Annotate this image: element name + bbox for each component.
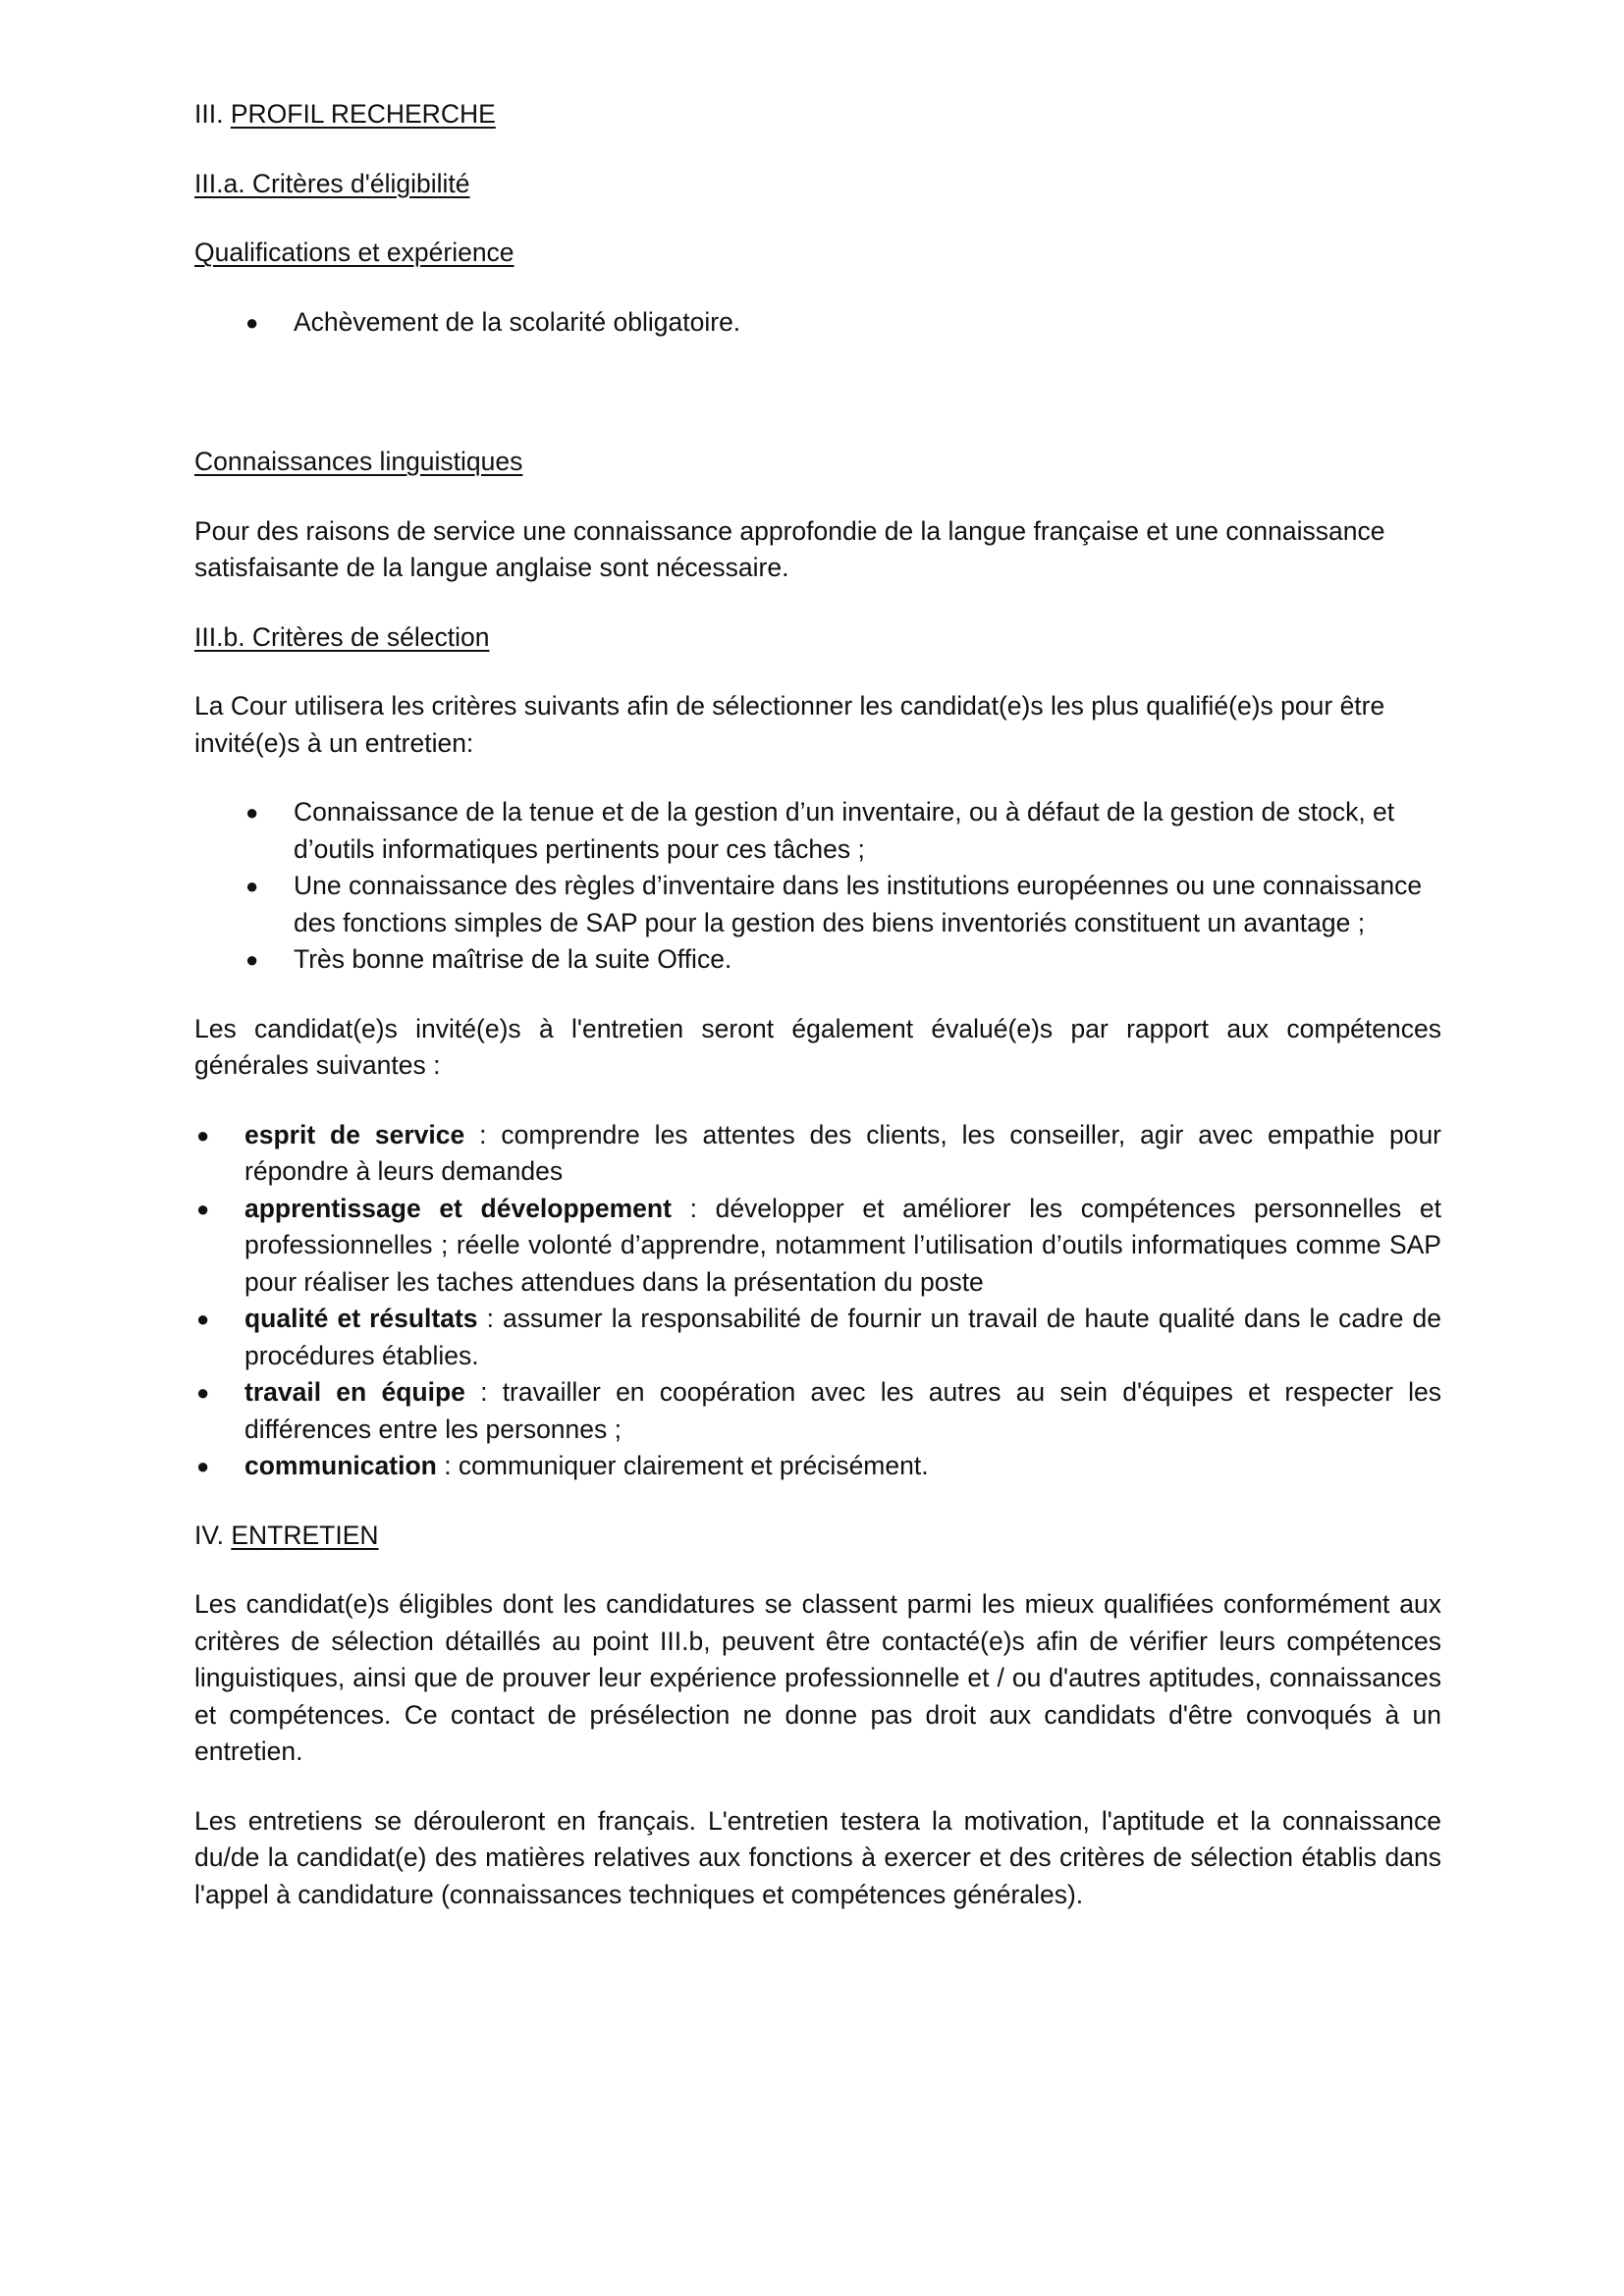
interview-paragraph-1: Les candidat(e)s éligibles dont les candidatures se classent parmi les mieux qualifiées conformément aux critères de sélection détaillés au point III.b, peuvent être contacté(e)s afin de vérifier leurs compétences linguistiques, ainsi que de prouver leur expérience professionnelle et / ou d'autres aptitudes, connaissances et compétences. Ce contact de présélection ne donne pas droit aux candidats d'être convoqués à un entretien. (194, 1589, 1441, 1766)
bullet-icon: ● (196, 1122, 210, 1148)
competence-text: : comprendre les attentes des clients, les conseiller, agir avec empathie pour répondre à leurs demandes (244, 1119, 1442, 1186)
section-3a-heading (194, 166, 1441, 203)
languages-heading (194, 444, 1441, 481)
competence-term: communication (244, 1451, 437, 1480)
competence-text: : communiquer clairement et précisément. (436, 1451, 929, 1480)
bullet-icon: ● (196, 1307, 210, 1331)
list-item (194, 1448, 1441, 1485)
list-item (194, 1301, 1441, 1374)
document-page (194, 96, 1441, 1946)
competence-term: apprentissage et développement (244, 1193, 672, 1223)
qualifications-heading (194, 235, 1441, 272)
list-item (194, 1117, 1441, 1191)
bullet-icon: ● (196, 1196, 210, 1221)
section-3b-heading (194, 619, 1441, 657)
competence-term: qualité et résultats (244, 1304, 478, 1333)
bullet-icon: ● (196, 1380, 210, 1405)
competences-intro: Les candidat(e)s invité(e)s à l'entretien seront également évalué(e)s par rapport aux compétences générales suivantes : (194, 1013, 1441, 1080)
selection-intro: La Cour utilisera les critères suivants afin de sélectionner les candidat(e)s les plus qualifié(e)s pour être invité(e)s à un entretien: (194, 691, 1385, 758)
section-3-heading (194, 96, 1441, 133)
list-item-text: Connaissance de la tenue et de la gestion d’un inventaire, ou à défaut de la gestion de stock, et d’outils informatiques pertinents pour ces tâches ; (294, 797, 1395, 864)
qualifications-list (194, 304, 1441, 342)
list-item (194, 794, 1441, 868)
selection-criteria-list (194, 794, 1441, 979)
spacer (194, 373, 1441, 444)
section-3a-title: III.a. Critères d'éligibilité (194, 168, 470, 198)
bullet-icon: ● (245, 309, 259, 335)
list-item (194, 941, 1441, 979)
list-item (194, 1374, 1441, 1448)
list-item-text: Achèvement de la scolarité obligatoire. (294, 306, 741, 337)
competence-term: travail en équipe (244, 1377, 465, 1407)
section-4-title: ENTRETIEN (231, 1520, 379, 1550)
languages-title: Connaissances linguistiques (194, 447, 523, 476)
languages-paragraph: Pour des raisons de service une connaissance approfondie de la langue française et une connaissance satisfaisante de la langue anglaise sont nécessaire. (194, 515, 1385, 582)
competence-text: : assumer la responsabilité de fournir un travail de haute qualité dans le cadre de procédures établies. (244, 1304, 1442, 1370)
list-item (194, 304, 1441, 342)
competences-list (194, 1117, 1441, 1485)
list-item-text: Une connaissance des règles d’inventaire dans les institutions européennes ou une connaissance des fonctions simples de SAP pour la gestion des biens inventoriés constituent un avantage ; (294, 871, 1423, 937)
section-3b-title: III.b. Critères de sélection (194, 621, 490, 652)
bullet-icon: ● (245, 874, 259, 898)
interview-paragraph-2: Les entretiens se dérouleront en français. L'entretien testera la motivation, l'aptitude et la connaissance du/de la candidat(e) des matières relatives aux fonctions à exercer et des critères de sélection établis dans l'appel à candidature (connaissances techniques et compétences générales). (194, 1805, 1441, 1909)
competence-text: : développer et améliorer les compétences personnelles et professionnelles ; réelle volonté d’apprendre, notamment l’utilisation d’outils informatiques comme SAP pour réaliser les taches attendues dans la présentation du poste (244, 1193, 1441, 1297)
section-3-title: PROFIL RECHERCHE (230, 99, 496, 129)
bullet-icon: ● (245, 947, 259, 972)
bullet-icon: ● (245, 800, 259, 825)
bullet-icon: ● (196, 1454, 210, 1478)
section-4-heading (194, 1518, 1441, 1555)
list-item-text: Très bonne maîtrise de la suite Office. (294, 944, 732, 974)
list-item (194, 1191, 1441, 1302)
competence-text: : travailler en coopération avec les autres au sein d'équipes et respecter les différences entre les personnes ; (244, 1377, 1441, 1444)
competence-term: esprit de service (244, 1119, 465, 1149)
qualifications-title: Qualifications et expérience (194, 238, 514, 267)
list-item (194, 868, 1441, 941)
section-3-number: III. (194, 99, 231, 129)
section-4-number: IV. (194, 1520, 232, 1550)
